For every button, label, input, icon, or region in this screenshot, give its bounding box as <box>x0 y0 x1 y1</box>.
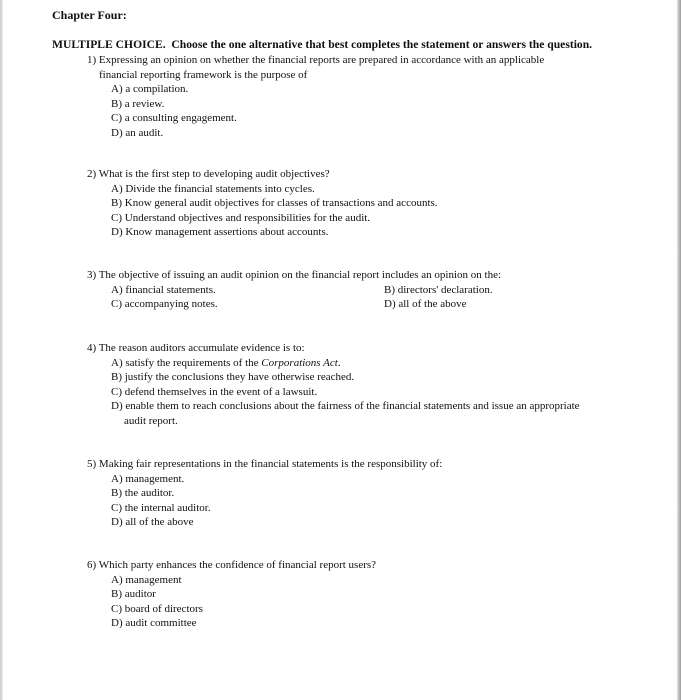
question-stem <box>87 53 627 82</box>
question-stem <box>87 167 627 182</box>
page-edge-right <box>677 0 681 700</box>
instructions <box>52 38 592 51</box>
option-b[interactable]: B) a review. <box>111 97 165 110</box>
option-c[interactable]: C) Understand objectives and responsibilities for the audit. <box>111 211 371 224</box>
question-stem-line: 2) What is the first step to developing audit objectives? <box>87 168 330 180</box>
option-c[interactable]: C) board of directors <box>111 602 203 615</box>
question-stem-line: 4) The reason auditors accumulate evidence is to: <box>87 342 305 354</box>
question-6 <box>87 558 627 631</box>
option-d-line: audit report. <box>124 414 178 427</box>
option-b[interactable]: B) the auditor. <box>111 487 175 499</box>
option-d[interactable]: D) audit committee <box>111 617 197 629</box>
option-d[interactable]: D) all of the above <box>111 516 194 528</box>
question-4 <box>87 341 627 428</box>
instructions-text: Choose the one alternative that best completes the statement or answers the question. <box>171 38 593 51</box>
question-stem <box>87 268 627 283</box>
option-d[interactable]: D) all of the above <box>384 298 467 310</box>
option-c[interactable]: C) the internal auditor. <box>111 501 211 514</box>
option-a[interactable]: A) management. <box>111 472 185 485</box>
question-stem-line: financial reporting framework is the purpose of <box>99 68 308 81</box>
option-d-line: D) enable them to reach conclusions about the fairness of the financial statements and issue an appropriate <box>111 400 580 412</box>
question-stem-line: 6) Which party enhances the confidence of financial report users? <box>87 559 377 571</box>
option-a[interactable]: A) financial statements. <box>111 283 216 296</box>
option-b[interactable]: B) Know general audit objectives for classes of transactions and accounts. <box>111 197 438 209</box>
question-2 <box>87 167 627 240</box>
option-a[interactable]: A) a compilation. <box>111 83 189 95</box>
option-d[interactable] <box>87 399 627 428</box>
question-stem-line: 3) The objective of issuing an audit opinion on the financial report includes an opinion on the: <box>87 269 502 281</box>
option-a[interactable] <box>87 356 627 371</box>
question-1 <box>87 53 627 140</box>
question-3 <box>87 268 627 312</box>
option-b[interactable]: B) auditor <box>111 588 156 600</box>
option-b[interactable]: B) directors' declaration. <box>384 283 493 296</box>
chapter-title: Chapter Four: <box>52 8 127 22</box>
question-stem-line: 1) Expressing an opinion on whether the financial reports are prepared in accordance with an applicable <box>87 54 545 66</box>
page-edge-left <box>0 0 3 700</box>
option-d[interactable]: D) Know management assertions about accounts. <box>111 226 329 238</box>
question-stem <box>87 558 627 573</box>
question-stem-line: 5) Making fair representations in the financial statements is the responsibility of: <box>87 458 443 470</box>
question-stem <box>87 457 627 472</box>
option-a[interactable]: A) management <box>111 573 182 586</box>
instructions-lead: MULTIPLE CHOICE. <box>52 38 166 51</box>
option-d[interactable]: D) an audit. <box>111 126 164 139</box>
option-c[interactable]: C) defend themselves in the event of a lawsuit. <box>111 385 318 398</box>
option-c[interactable]: C) accompanying notes. <box>111 298 218 310</box>
option-a-suffix: . <box>337 356 341 369</box>
question-5 <box>87 457 627 530</box>
option-a-italic: Corporations Act <box>261 356 338 369</box>
option-c[interactable]: C) a consulting engagement. <box>111 112 237 124</box>
option-a-prefix: A) satisfy the requirements of the <box>111 356 262 369</box>
options-grid <box>87 283 627 312</box>
option-a[interactable]: A) Divide the financial statements into cycles. <box>111 182 315 195</box>
question-stem <box>87 341 627 356</box>
option-b[interactable]: B) justify the conclusions they have otherwise reached. <box>111 371 355 383</box>
